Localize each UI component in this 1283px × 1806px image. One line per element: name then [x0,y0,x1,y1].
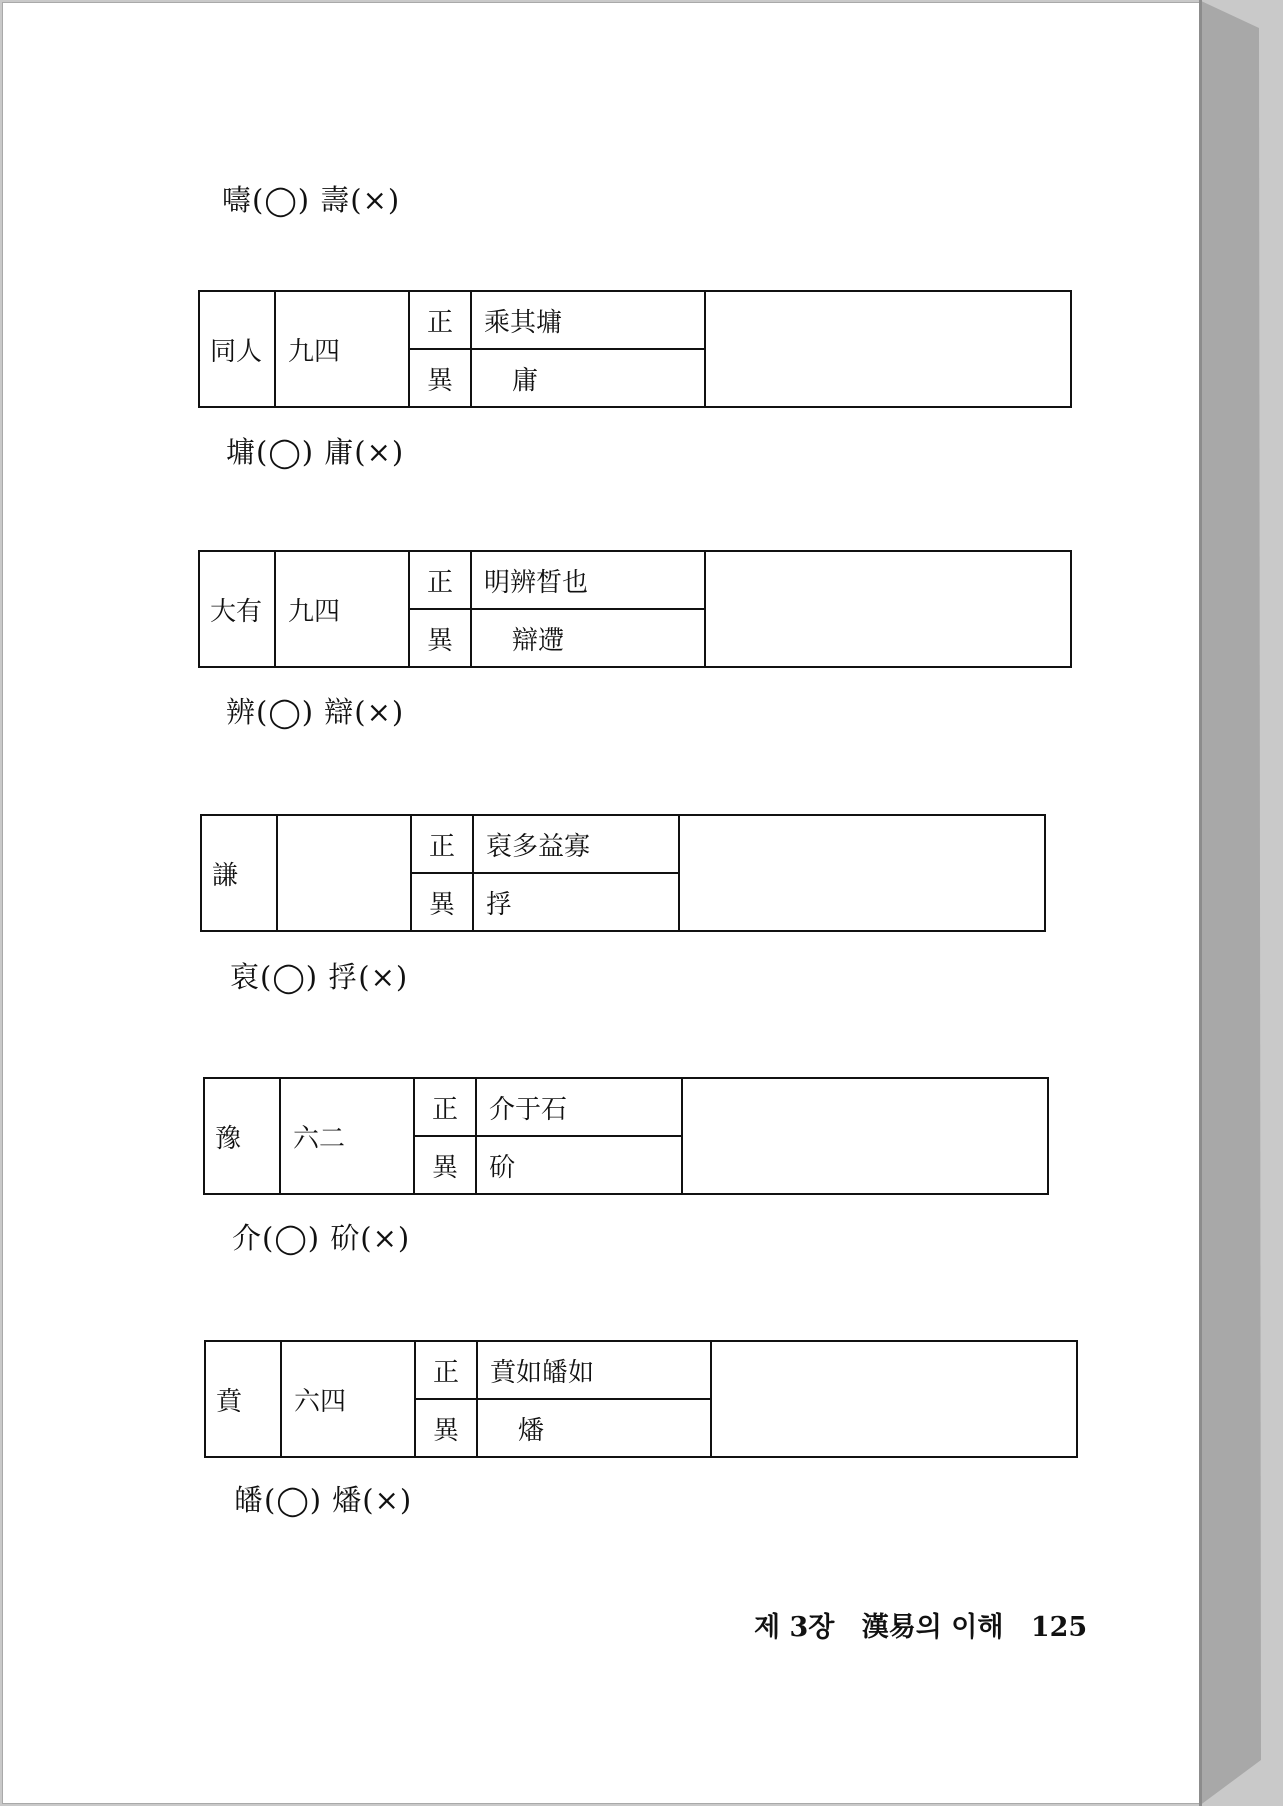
line-position: 六二 [280,1078,414,1194]
note-line: 皤(◯) 燔(×) [234,1483,413,1517]
correct-mark: 正 [414,1078,476,1136]
hexagram-name: 豫 [204,1078,280,1194]
blank-cell [711,1341,1077,1457]
variant-table [198,550,1072,668]
hexagram-name: 賁 [205,1341,281,1457]
blank-cell [705,291,1071,407]
correct-text: 裒多益寡 [473,815,679,873]
hexagram-name: 大有 [199,551,275,667]
note-line: 墉(◯) 庸(×) [226,435,405,469]
correct-text: 明辨晳也 [471,551,705,609]
hexagram-name: 同人 [199,291,275,407]
variant-text: 庸 [471,349,705,407]
correct-mark: 正 [415,1341,477,1399]
chapter-label: 제 3장 [754,1612,835,1643]
variant-mark: 異 [409,609,471,667]
blank-cell [682,1078,1048,1194]
correct-mark: 正 [409,291,471,349]
line-position: 六四 [281,1341,415,1457]
variant-table [203,1077,1049,1195]
chapter-title: 漢易의 이해 [861,1612,1004,1643]
line-position [277,815,411,931]
note-line: 裒(◯) 捊(×) [230,960,409,994]
line-position: 九四 [275,551,409,667]
variant-mark: 異 [409,349,471,407]
variant-table [200,814,1046,932]
correct-text: 乘其墉 [471,291,705,349]
variant-mark: 異 [411,873,473,931]
note-line: 嚋(◯) 壽(×) [222,183,401,217]
variant-text: 辯遰 [471,609,705,667]
correct-text: 賁如皤如 [477,1341,711,1399]
correct-mark: 正 [409,551,471,609]
page-number: 125 [1030,1612,1088,1643]
blank-cell [679,815,1045,931]
note-line: 介(◯) 砎(×) [232,1221,411,1255]
line-position: 九四 [275,291,409,407]
correct-mark: 正 [411,815,473,873]
hexagram-name: 謙 [201,815,277,931]
note-line: 辨(◯) 辯(×) [226,695,405,729]
variant-text: 燔 [477,1399,711,1457]
variant-text: 捊 [473,873,679,931]
variant-table [204,1340,1078,1458]
variant-mark: 異 [414,1136,476,1194]
variant-table [198,290,1072,408]
variant-mark: 異 [415,1399,477,1457]
correct-text: 介于石 [476,1078,682,1136]
page-footer [754,1605,1105,1644]
blank-cell [705,551,1071,667]
page-edge-graphic [1199,0,1283,1806]
variant-text: 砎 [476,1136,682,1194]
